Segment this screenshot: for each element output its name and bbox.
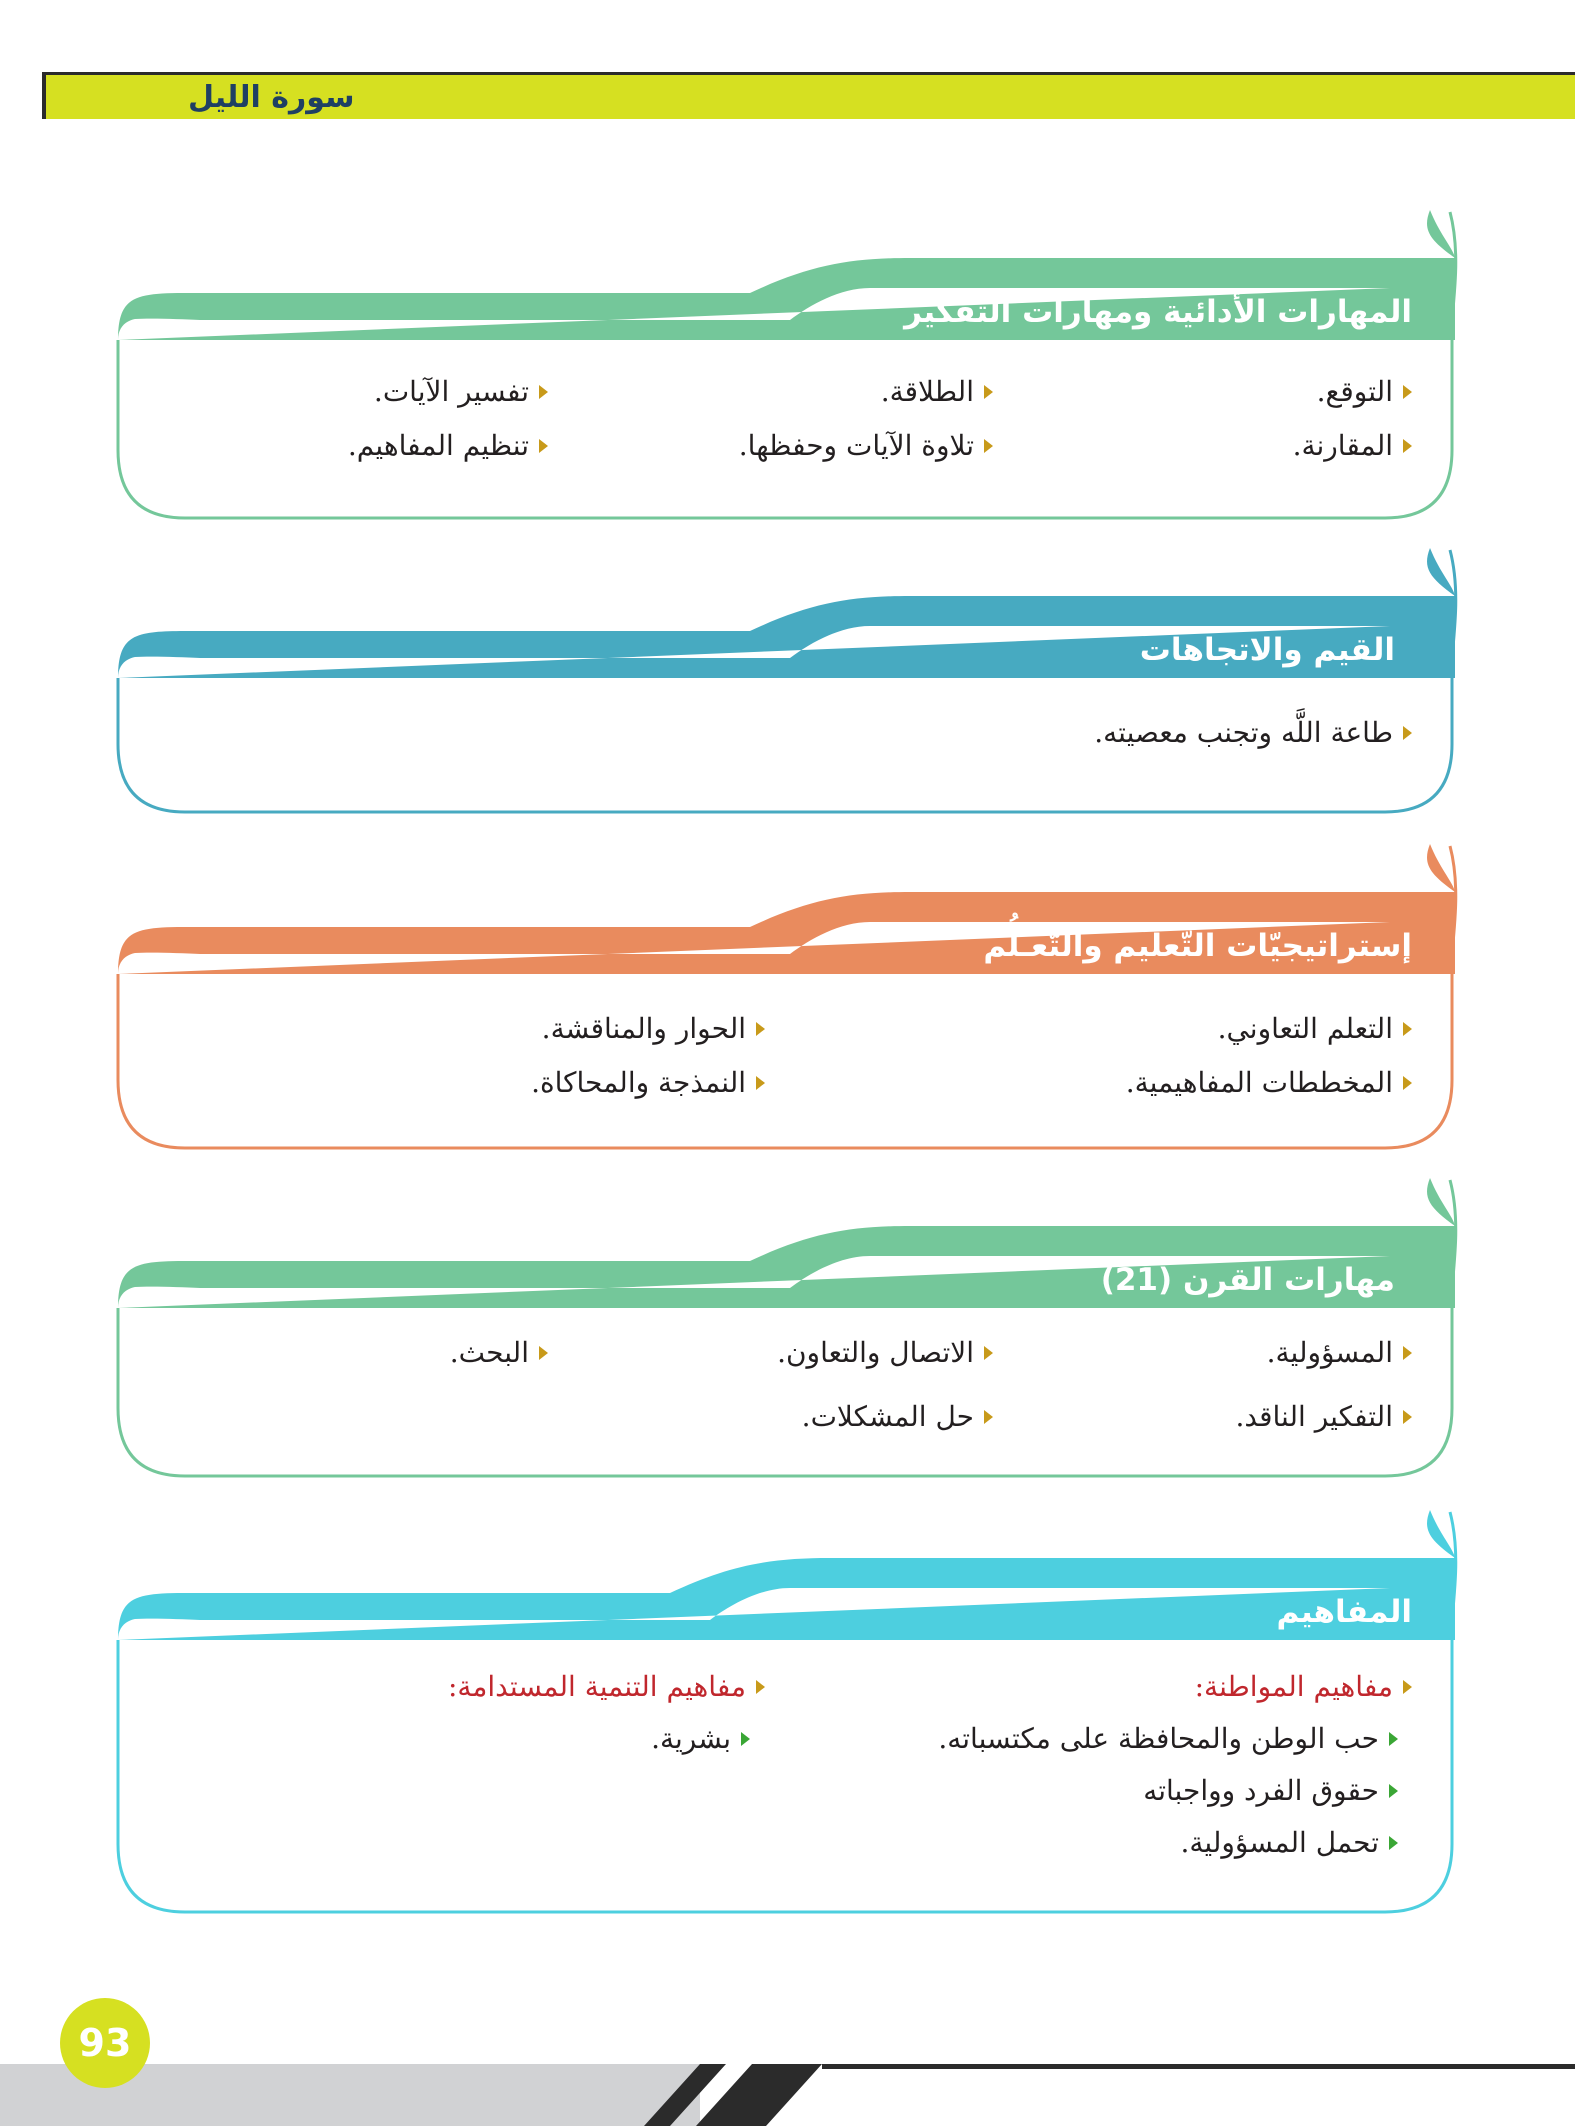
list-item: تفسير الآيات. <box>374 375 548 408</box>
section-21st-century-skills <box>110 1178 1460 1480</box>
list-item: الطلاقة. <box>881 375 993 408</box>
bullet-icon <box>1403 726 1412 740</box>
list-item: البحث. <box>450 1336 548 1369</box>
bullet-icon <box>756 1022 765 1036</box>
section-performance-skills <box>110 210 1460 522</box>
bullet-icon <box>1403 1076 1412 1090</box>
list-item: حب الوطن والمحافظة على مكتسباته. <box>938 1722 1398 1755</box>
bullet-icon <box>756 1076 765 1090</box>
list-item: المخططات المفاهيمية. <box>1126 1066 1412 1099</box>
section-frame <box>110 844 1460 1152</box>
list-item: تحمل المسؤولية. <box>1180 1826 1398 1859</box>
bullet-icon <box>756 1680 765 1694</box>
concept-heading: مفاهيم المواطنة: <box>1195 1670 1412 1703</box>
list-item: تنظيم المفاهيم. <box>348 429 548 462</box>
section-title: إستراتيجيّات التَّعليم والتَّعـلُّم <box>983 928 1412 964</box>
bullet-icon <box>1403 1346 1412 1360</box>
section-title: المفاهيم <box>1276 1594 1412 1630</box>
bullet-icon <box>984 385 993 399</box>
list-item: المقارنة. <box>1293 429 1412 462</box>
section-values <box>110 548 1460 816</box>
section-title: القيم والاتجاهات <box>1139 632 1395 668</box>
section-strategies <box>110 844 1460 1152</box>
list-item: الحوار والمناقشة. <box>542 1012 765 1045</box>
footer-decoration <box>0 2050 1575 2126</box>
section-frame <box>110 1178 1460 1480</box>
list-item: بشرية. <box>651 1722 750 1755</box>
section-frame <box>110 210 1460 522</box>
bullet-icon <box>1403 1410 1412 1424</box>
page-number: 93 <box>60 1998 150 2088</box>
list-item: التعلم التعاوني. <box>1218 1012 1412 1045</box>
section-concepts <box>110 1510 1460 1916</box>
section-frame <box>110 548 1460 816</box>
bullet-icon <box>539 439 548 453</box>
bullet-icon <box>1403 439 1412 453</box>
list-item: طاعة اللَّه وتجنب معصيته. <box>1094 716 1412 749</box>
bullet-icon <box>1389 1732 1398 1746</box>
bullet-icon <box>539 1346 548 1360</box>
list-item: التوقع. <box>1317 375 1412 408</box>
bullet-icon <box>1403 1680 1412 1694</box>
concept-heading: مفاهيم التنمية المستدامة: <box>448 1670 765 1703</box>
bullet-icon <box>984 1410 993 1424</box>
list-item: النمذجة والمحاكاة. <box>531 1066 765 1099</box>
list-item: تلاوة الآيات وحفظها. <box>739 429 993 462</box>
list-item: المسؤولية. <box>1267 1336 1412 1369</box>
list-item: حل المشكلات. <box>802 1400 993 1433</box>
bullet-icon <box>1403 385 1412 399</box>
bullet-icon <box>741 1732 750 1746</box>
bullet-icon <box>539 385 548 399</box>
bullet-icon <box>1389 1784 1398 1798</box>
section-title: مهارات القرن (21) <box>1100 1262 1395 1298</box>
bullet-icon <box>984 439 993 453</box>
surah-title: سورة الليل <box>188 80 355 115</box>
bullet-icon <box>984 1346 993 1360</box>
bullet-icon <box>1389 1836 1398 1850</box>
section-title: المهارات الأدائية ومهارات التفكير <box>904 294 1412 330</box>
list-item: التفكير الناقد. <box>1236 1400 1412 1433</box>
list-item: الاتصال والتعاون. <box>777 1336 993 1369</box>
bullet-icon <box>1403 1022 1412 1036</box>
list-item: حقوق الفرد وواجباته <box>1143 1774 1398 1807</box>
